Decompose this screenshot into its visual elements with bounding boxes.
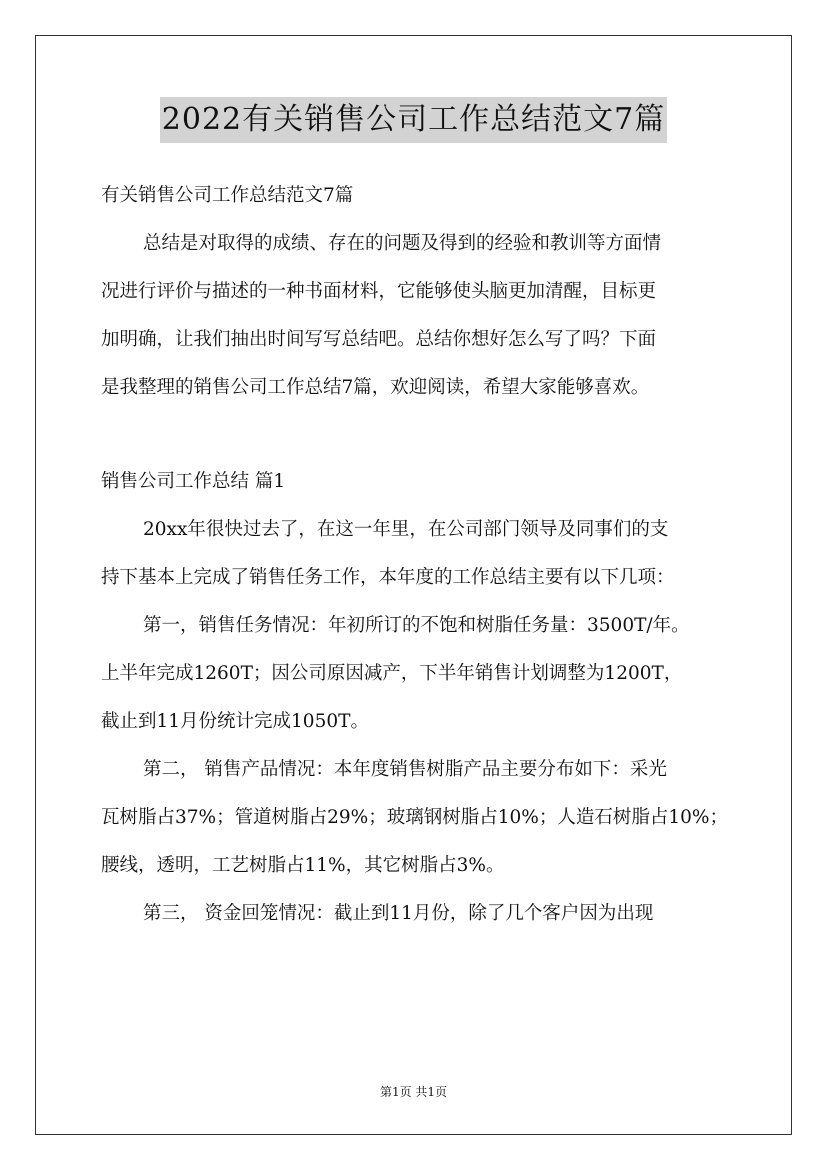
para4-line-1: 第三， 资金回笼情况：截止到11月份，除了几个客户因为出现 [143,903,654,924]
para1-line-1: 20xx年很快过去了，在这一年里，在公司部门领导及同事们的支 [143,519,669,540]
para2-line-3: 截止到11月份统计完成1050T。 [101,711,369,732]
intro-line-3: 加明确，让我们抽出时间写写总结吧。总结你想好怎么写了吗？下面 [101,329,657,350]
para2-line-2: 上半年完成1260T；因公司原因减产，下半年销售计划调整为1200T， [101,663,683,684]
section-gap [101,412,733,458]
para1-line-2: 持下基本上完成了销售任务工作，本年度的工作总结主要有以下几项： [101,567,675,588]
intro-line-2: 况进行评价与描述的一种书面材料，它能够使头脑更加清醒，目标更 [101,281,657,302]
para2-line-1: 第一，销售任务情况：年初所订的不饱和树脂任务量：3500T/年。 [143,615,690,636]
intro-line-1: 总结是对取得的成绩、存在的问题及得到的经验和教训等方面情 [143,233,662,254]
para3-line-2: 瓦树脂占37%；管道树脂占29%；玻璃钢树脂占10%；人造石树脂占10%； [101,807,728,828]
intro-line-4: 是我整理的销售公司工作总结7篇，欢迎阅读，希望大家能够喜欢。 [101,377,650,398]
document-subtitle: 有关销售公司工作总结范文7篇 [101,185,354,206]
document-body [101,172,733,938]
section-heading: 销售公司工作总结 篇1 [101,471,286,492]
title-container [0,97,827,143]
para3-line-1: 第二， 销售产品情况：本年度销售树脂产品主要分布如下：采光 [143,759,667,780]
para3-line-3: 腰线，透明，工艺树脂占11%，其它树脂占3%。 [101,855,505,876]
document-title: 2022有关销售公司工作总结范文7篇 [160,97,667,143]
page-footer: 第1页 共1页 [379,1085,448,1099]
